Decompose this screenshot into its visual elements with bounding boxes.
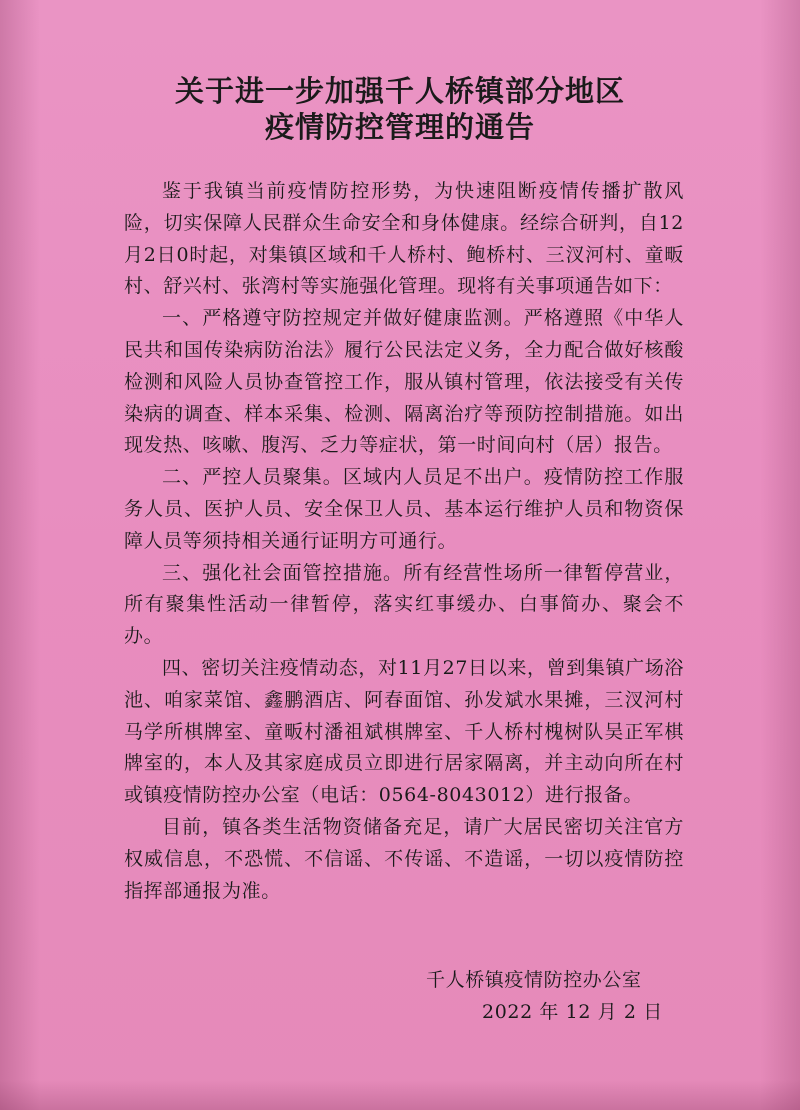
paragraph-item-2: 二、严控人员聚集。区域内人员足不出户。疫情防控工作服务人员、医护人员、安全保卫人员、基本运行维护人员和物资保障人员等须持相关通行证明方可通行。: [124, 466, 684, 552]
signature-organization: 千人桥镇疫情防控办公室: [426, 969, 642, 991]
document-title-line-1: 关于进一步加强千人桥镇部分地区: [174, 74, 625, 108]
paragraph-closing: 目前，镇各类生活物资储备充足，请广大居民密切关注官方权威信息，不恐慌、不信谣、不传谣、不造谣，一切以疫情防控指挥部通报为准。: [124, 815, 684, 902]
page-edge-shadow-right: [760, 0, 800, 1110]
signature-date: 2022 年 12 月 2 日: [482, 1001, 663, 1023]
paragraph-item-4: 四、密切关注疫情动态，对11月27日以来，曾到集镇广场浴池、咱家菜馆、鑫鹏酒店、阿春面馆、孙发斌水果摊，三汊河村马学所棋牌室、童畈村潘祖斌棋牌室、千人桥村槐树队吴正军棋牌室的，本人及其家庭成员立即进行居家隔离，并主动向所在村或镇疫情防控办公室（电话：0564-8043012）进行报备。: [124, 656, 684, 807]
page-edge-shadow-left: [0, 0, 40, 1110]
document-title-line-2: 疫情防控管理的通告: [264, 110, 535, 144]
document-body: [124, 176, 684, 907]
paragraph-item-1: 一、严格遵守防控规定并做好健康监测。严格遵照《中华人民共和国传染病防治法》履行公民法定义务，全力配合做好核酸检测和风险人员协查管控工作，服从镇村管理，依法接受有关传染病的调查、样本采集、检测、隔离治疗等预防控制措施。如出现发热、咳嗽、腹泻、乏力等症状，第一时间向村（居）报告。: [124, 307, 684, 457]
paragraph-intro: 鉴于我镇当前疫情防控形势，为快速阻断疫情传播扩散风险，切实保障人民群众生命安全和身体健康。经综合研判，自12月2日0时起，对集镇区域和千人桥村、鲍桥村、三汊河村、童畈村、舒兴村、张湾村等实施强化管理。现将有关事项通告如下：: [124, 180, 684, 298]
paragraph-item-3: 三、强化社会面管控措施。所有经营性场所一律暂停营业，所有聚集性活动一律暂停，落实红事缓办、白事简办、聚会不办。: [124, 561, 684, 648]
page-edge-shadow-bottom: [0, 1080, 800, 1110]
